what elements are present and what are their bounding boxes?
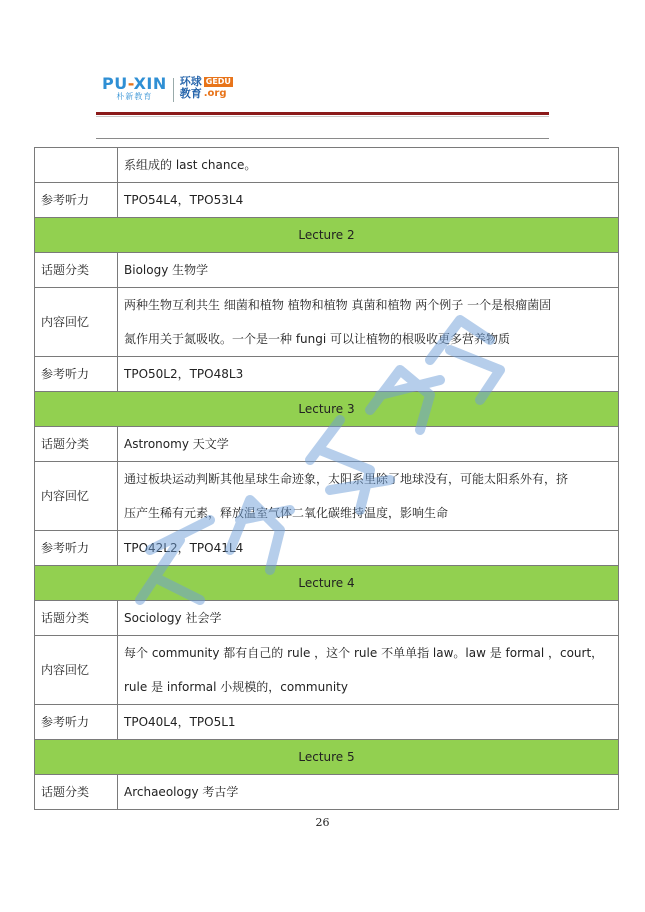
puxin-logo-subtitle: 朴新教育 (116, 92, 153, 101)
brand-logo (102, 76, 233, 106)
page-number: 26 (315, 816, 330, 829)
content-line: 通过板块运动判断其他星球生命迹象，太阳系里除了地球没有，可能太阳系外有，挤 (124, 472, 569, 486)
row-label: 话题分类 (35, 601, 118, 636)
lecture-title: Lecture 4 (35, 566, 619, 601)
table-row (35, 427, 619, 462)
gedu-logo-cn-top: 环球 (179, 75, 202, 88)
lecture-header-row (35, 218, 619, 253)
content-line: 每个 community 都有自己的 rule ，这个 rule 不单单指 law。law 是 formal ，court， (124, 646, 604, 660)
table-row (35, 636, 619, 705)
content-line: rule 是 informal 小规模的，community (124, 680, 348, 694)
table-row (35, 183, 619, 218)
row-label: 话题分类 (35, 775, 118, 810)
row-content: Sociology 社会学 (118, 601, 619, 636)
row-content: 系组成的 last chance。 (118, 148, 619, 183)
table-row (35, 462, 619, 531)
row-label: 参考听力 (35, 357, 118, 392)
row-label: 话题分类 (35, 427, 118, 462)
header-rule-grey (96, 116, 549, 117)
row-label (35, 148, 118, 183)
content-line: 氮作用关于氮吸收。一个是一种 fungi 可以让植物的根吸收更多营养物质 (124, 332, 511, 346)
lecture-header-row (35, 392, 619, 427)
table-row (35, 601, 619, 636)
row-label: 内容回忆 (35, 462, 118, 531)
gedu-logo (180, 76, 233, 100)
table-row (35, 357, 619, 392)
page-header (96, 72, 551, 142)
table-row (35, 253, 619, 288)
table-row (35, 705, 619, 740)
puxin-logo-text-left: PU (102, 74, 128, 93)
table-row (35, 148, 619, 183)
lecture-title: Lecture 2 (35, 218, 619, 253)
content-line: 两种生物互利共生 细菌和植物 植物和植物 真菌和植物 两个例子 一个是根瘤菌固 (124, 298, 552, 312)
gedu-logo-org: .org (203, 88, 227, 99)
row-content: Astronomy 天文学 (118, 427, 619, 462)
header-rule-bottom (96, 138, 549, 139)
puxin-logo (102, 76, 167, 102)
row-content (118, 462, 619, 531)
row-label: 参考听力 (35, 705, 118, 740)
lecture-header-row (35, 566, 619, 601)
gedu-logo-badge: GEDU (205, 77, 231, 86)
row-content (118, 636, 619, 705)
logo-divider (173, 78, 174, 102)
row-content: Archaeology 考古学 (118, 775, 619, 810)
lecture-title: Lecture 3 (35, 392, 619, 427)
row-label: 参考听力 (35, 531, 118, 566)
content-line: 压产生稀有元素，释放温室气体二氧化碳维持温度，影响生命 (124, 506, 449, 520)
table-row (35, 288, 619, 357)
row-label: 话题分类 (35, 253, 118, 288)
row-content: TPO50L2，TPO48L3 (118, 357, 619, 392)
row-content: TPO42L2，TPO41L4 (118, 531, 619, 566)
lecture-table (34, 147, 619, 810)
lecture-header-row (35, 740, 619, 775)
header-rule-red (96, 112, 549, 115)
gedu-logo-cn-bottom: 教育 (179, 87, 202, 100)
row-content (118, 288, 619, 357)
row-label: 内容回忆 (35, 288, 118, 357)
lecture-title: Lecture 5 (35, 740, 619, 775)
row-content: Biology 生物学 (118, 253, 619, 288)
table-row (35, 531, 619, 566)
row-label: 内容回忆 (35, 636, 118, 705)
table-row (35, 775, 619, 810)
row-content: TPO54L4，TPO53L4 (118, 183, 619, 218)
puxin-logo-text-right: XIN (133, 74, 167, 93)
puxin-logo-dash: - (127, 74, 134, 93)
row-content: TPO40L4，TPO5L1 (118, 705, 619, 740)
row-label: 参考听力 (35, 183, 118, 218)
